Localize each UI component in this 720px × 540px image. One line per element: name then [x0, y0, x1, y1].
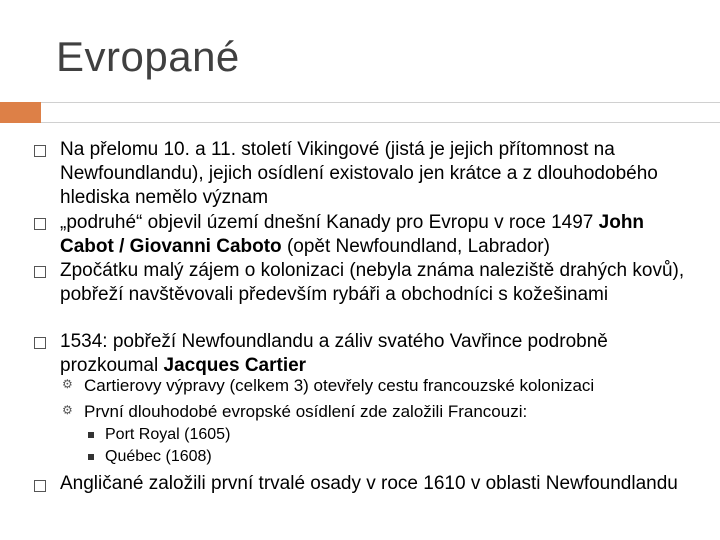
- slide-title: Evropané: [56, 33, 240, 80]
- bullet-item: [60, 330, 700, 378]
- square-bullet-icon: [88, 432, 94, 438]
- bullet-item: [60, 472, 700, 496]
- sub-sub-bullet-item: [105, 424, 665, 445]
- bullet-item: [60, 211, 700, 259]
- sub-sub-bullet-item: [105, 446, 665, 467]
- sub-bullet-item: [84, 374, 704, 398]
- title-rule-bottom: [41, 122, 720, 123]
- checkbox-square-icon: [34, 480, 46, 492]
- bullet-item: [60, 259, 700, 307]
- checkbox-square-icon: [34, 266, 46, 278]
- sub-bullet-item: [84, 400, 704, 424]
- sub-bullet-text: První dlouhodobé evropské osídlení zde založili Francouzi:: [84, 402, 528, 421]
- bullet-bold-text: John Cabot / Giovanni Caboto: [60, 212, 645, 257]
- square-bullet-icon: [88, 454, 94, 460]
- gear-icon: ⚙: [62, 377, 73, 391]
- checkbox-square-icon: [34, 218, 46, 230]
- bullet-text: 1534: pobřeží Newfoundlandu a záliv svatého Vavřince podrobně prozkoumal: [60, 331, 608, 376]
- checkbox-square-icon: [34, 145, 46, 157]
- bullet-text: (opět Newfoundland, Labrador): [281, 236, 550, 257]
- bullet-text: Angličané založili první trvalé osady v roce 1610 v oblasti Newfoundlandu: [60, 473, 678, 494]
- sub-sub-bullet-text: Québec (1608): [105, 448, 212, 465]
- sub-bullet-text: Cartierovy výpravy (celkem 3) otevřely cestu francouzské kolonizaci: [84, 376, 595, 395]
- bullet-text: Na přelomu 10. a 11. století Vikingové (jistá je jejich přítomnost na Newfoundlandu), jejich osídlení existovalo jen krátce a z dlouhodobého hlediska nemělo význam: [60, 139, 658, 208]
- bullet-text: Zpočátku malý zájem o kolonizaci (nebyla známa naleziště drahých kovů), pobřeží navštěvovali především rybáři a obchodníci s kožešinami: [60, 260, 685, 305]
- bullet-bold-text: Jacques Cartier: [163, 355, 307, 376]
- title-rule-top: [41, 102, 720, 103]
- bullet-item: [60, 138, 700, 210]
- title-accent-bar: [0, 102, 41, 123]
- gear-icon: ⚙: [62, 403, 73, 417]
- sub-sub-bullet-text: Port Royal (1605): [105, 426, 231, 443]
- bullet-text: „podruhé“ objevil území dnešní Kanady pro Evropu v roce 1497: [60, 212, 599, 233]
- checkbox-square-icon: [34, 337, 46, 349]
